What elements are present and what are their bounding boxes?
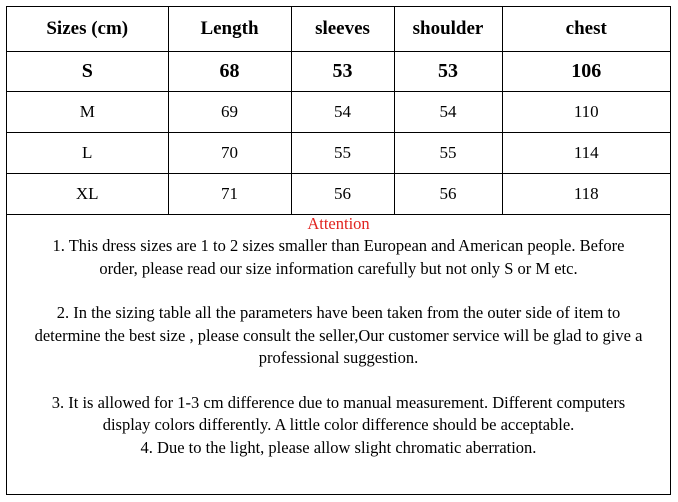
- size-label: S: [7, 51, 168, 91]
- sleeves-value: 56: [291, 173, 394, 214]
- note-3-line-2: display colors differently. A little color difference should be acceptable.: [102, 415, 575, 434]
- note-3-line-1: 3. It is allowed for 1-3 cm difference due to manual measurement. Different computers: [51, 392, 626, 412]
- size-label: M: [7, 91, 168, 132]
- size-chart-frame: [6, 6, 671, 495]
- note-1: [7, 235, 670, 280]
- table-row: [7, 132, 670, 173]
- length-value: 68: [168, 51, 291, 91]
- length-value: 71: [168, 173, 291, 214]
- shoulder-value: 55: [394, 132, 502, 173]
- paragraph-gap: [7, 280, 670, 302]
- size-label: XL: [7, 173, 168, 214]
- table-row: [7, 51, 670, 91]
- shoulder-value: 56: [394, 173, 502, 214]
- chest-value: 106: [502, 51, 670, 91]
- length-value: 70: [168, 132, 291, 173]
- header-shoulder: shoulder: [394, 7, 502, 51]
- note-1-line-1: 1. This dress sizes are 1 to 2 sizes smaller than European and American people. Before: [52, 236, 625, 255]
- sleeves-value: 55: [291, 132, 394, 173]
- note-2: [7, 302, 670, 370]
- chest-value: 110: [502, 91, 670, 132]
- sleeves-value: 54: [291, 91, 394, 132]
- chest-value: 114: [502, 132, 670, 173]
- table-row: [7, 173, 670, 214]
- note-4-line-1: 4. Due to the light, please allow slight chromatic aberration.: [140, 437, 537, 457]
- table-header-row: [7, 7, 670, 51]
- header-chest: chest: [502, 7, 670, 51]
- header-sizes: Sizes (cm): [7, 7, 168, 51]
- size-label: L: [7, 132, 168, 173]
- chest-value: 118: [502, 173, 670, 214]
- paragraph-gap: [7, 370, 670, 392]
- header-length: Length: [168, 7, 291, 51]
- attention-notes: [7, 213, 670, 459]
- attention-heading: Attention: [307, 214, 370, 233]
- length-value: 69: [168, 91, 291, 132]
- note-2-line-2: determine the best size , please consult the seller,Our customer service will be glad to give a: [34, 325, 643, 345]
- shoulder-value: 53: [394, 51, 502, 91]
- note-2-line-3: professional suggestion.: [258, 348, 419, 367]
- note-3: [7, 392, 670, 437]
- table-row: [7, 91, 670, 132]
- note-1-line-2: order, please read our size information carefully but not only S or M etc.: [99, 258, 578, 278]
- note-2-line-1: 2. In the sizing table all the parameters have been taken from the outer side of item to: [56, 303, 621, 322]
- header-sleeves: sleeves: [291, 7, 394, 51]
- shoulder-value: 54: [394, 91, 502, 132]
- size-table: [7, 7, 670, 215]
- sleeves-value: 53: [291, 51, 394, 91]
- note-4: [7, 437, 670, 460]
